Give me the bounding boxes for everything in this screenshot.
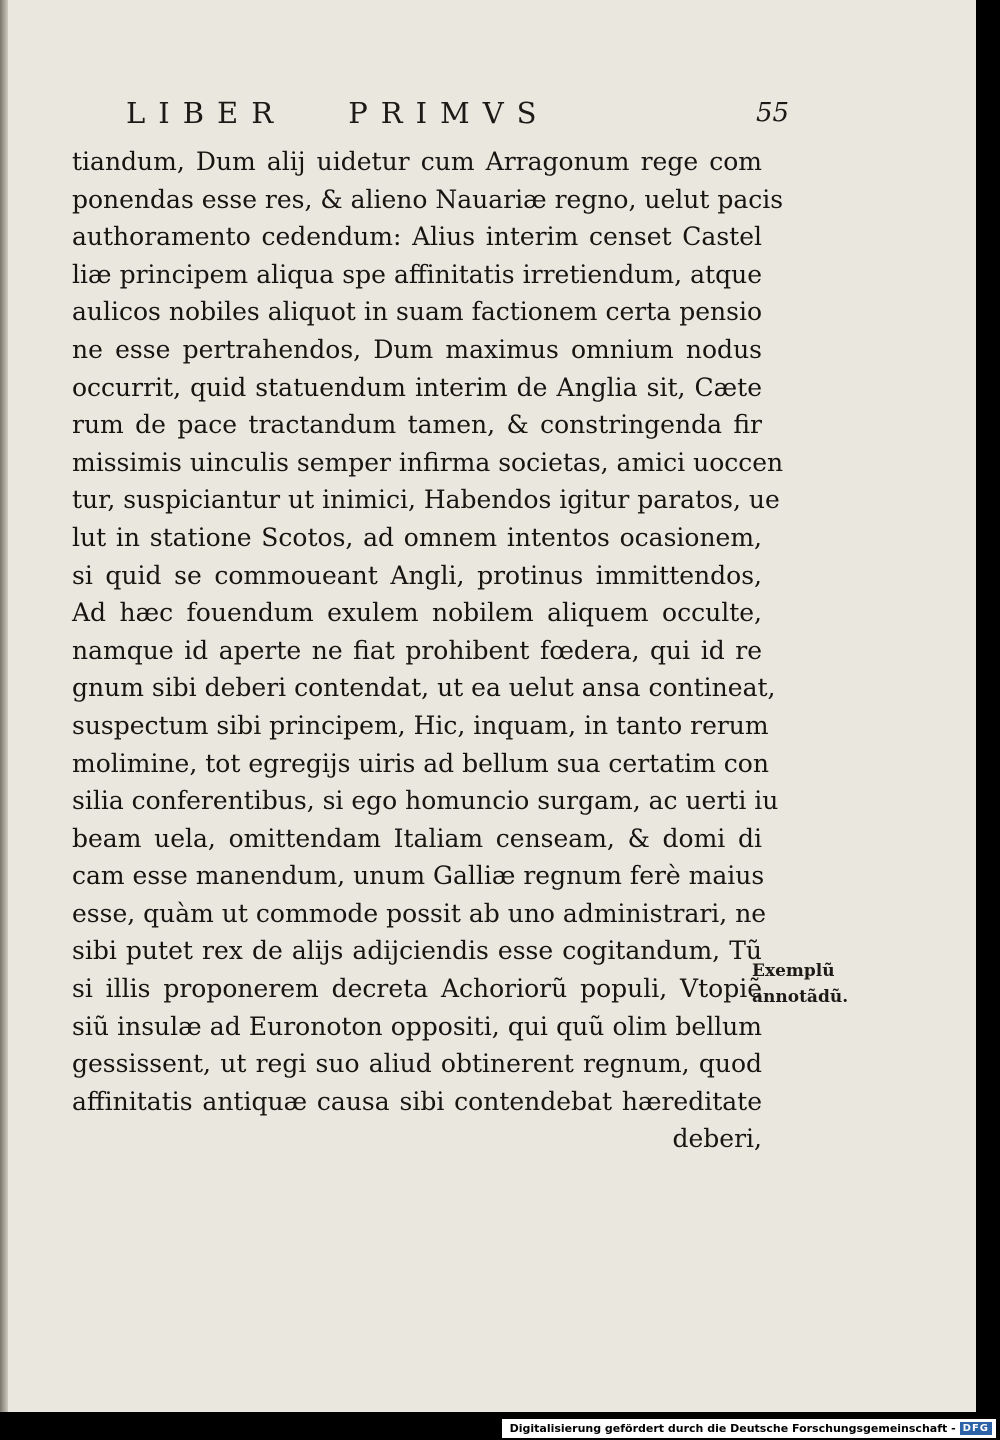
text-line: ponendas esse res, & alieno Nauariæ regno, uelut pacis [72,184,784,214]
marginal-note-line: annotãdũ. [752,987,849,1007]
text-line: liæ principem aliqua spe affinitatis irretiendum, atque [72,259,762,289]
text-line: esse, quàm ut commode possit ab uno administrari, ne [72,898,767,928]
marginal-note [752,958,848,1010]
text-line: cam esse manendum, unum Galliæ regnum ferè maius [72,861,765,891]
text-line: gnum sibi deberi contendat, ut ea uelut ansa contineat, [72,673,776,703]
text-line: tiandum, Dum alij uidetur cum Arragonum rege com [72,147,762,176]
text-line: si quid se commoueant Angli, protinus immittendos, [72,560,762,590]
text-line: gessissent, ut regi suo aliud obtinerent regnum, quod [72,1049,762,1079]
text-line: suspectum sibi principem, Hic, inquam, in tanto rerum [72,710,769,740]
text-line: ne esse pertrahendos, Dum maximus omnium nodus [72,334,762,364]
text-line: beam uela, omittendam Italiam censeam, & domi di [72,823,762,853]
text-line: aulicos nobiles aliquot in suam factionem certa pensio [72,297,762,327]
text-line: silia conferentibus, si ego homuncio surgam, ac uerti iu [72,786,779,816]
running-head [72,96,792,136]
running-head-title: LIBER PRIMVS [126,96,550,130]
funding-credit [502,1419,996,1438]
dfg-logo: DFG [960,1422,992,1435]
text-line: tur, suspiciantur ut inimici, Habendos igitur paratos, ue [72,485,780,515]
funding-credit-text: Digitalisierung gefördert durch die Deutsche Forschungsgemeinschaft - [509,1422,956,1435]
text-line: rum de pace tractandum tamen, & constringenda fir [72,410,762,440]
text-line: authoramento cedendum: Alius interim censet Castel [72,222,762,252]
marginal-note-line: Exemplũ [752,961,835,981]
text-line: missimis uinculis semper infirma societas, amici uoccen [72,447,784,477]
page-number: 55 [756,98,790,128]
text-line: si illis proponerem decreta Achoriorũ populi, Vtopiẽ [72,974,762,1004]
page-edge-shadow [0,0,8,1412]
text-line: Ad hæc fouendum exulem nobilem aliquem occulte, [72,598,762,628]
text-line: namque id aperte ne fiat prohibent fœdera, qui id re [72,635,762,665]
text-line: lut in statione Scotos, ad omnem intentos ocasionem, [72,522,762,552]
text-line: siũ insulæ ad Euronoton oppositi, qui quũ olim bellum [72,1011,762,1041]
text-line: occurrit, quid statuendum interim de Anglia sit, Cæte [72,372,762,402]
text-line: affinitatis antiquæ causa sibi contendebat hæreditate [72,1086,762,1116]
text-line: sibi putet rex de alijs adijciendis esse cogitandum, Tũ [72,936,762,966]
text-line: molimine, tot egregijs uiris ad bellum sua certatim con [72,748,769,778]
text-block [72,143,784,1158]
text-line: deberi, [672,1124,762,1154]
